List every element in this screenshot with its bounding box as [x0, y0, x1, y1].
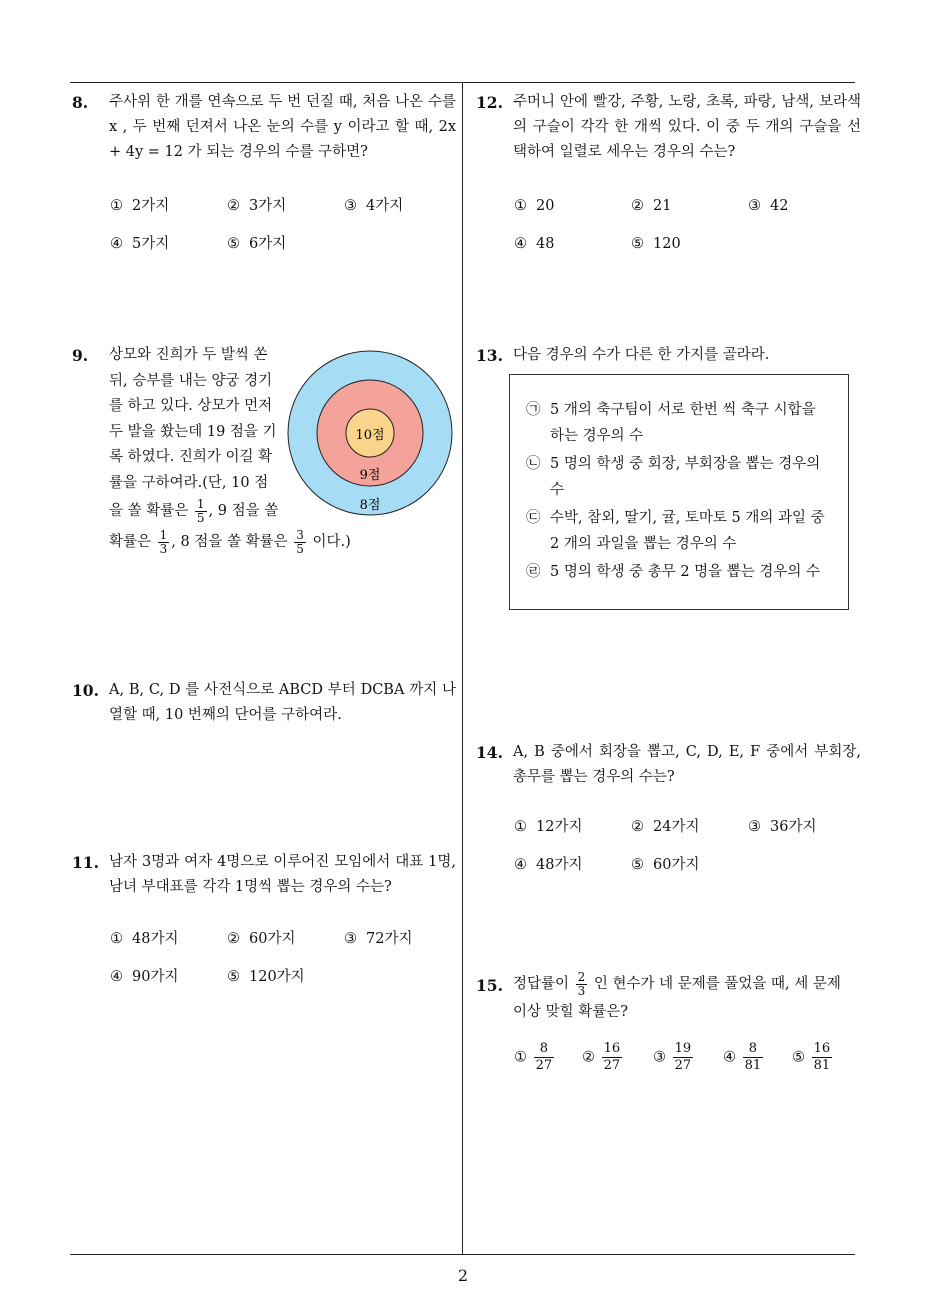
- box-option-1[interactable]: ㉠ 5 개의 축구팀이 서로 한번 씩 축구 시합을 하는 경우의 수: [526, 402, 816, 444]
- question-number: 14.: [476, 743, 503, 762]
- box-option-4[interactable]: ㉣ 5 명의 학생 중 총무 2 명을 뽑는 경우의 수: [526, 564, 821, 580]
- question-number: 13.: [476, 346, 503, 365]
- question-text: 남자 3명과 여자 4명으로 이루어진 모임에서 대표 1명, 남녀 부대표를 각각 1명씩 뽑는 경우의 수는?: [109, 854, 456, 895]
- archery-target: [286, 348, 454, 518]
- choice-2[interactable]: ② 60가지: [227, 931, 296, 947]
- page-number: 2: [457, 1266, 469, 1285]
- q9-last-line: 확률은 $\frac{1}{3}$ , 8 점을 쏠 확률은 $\frac{3}{5}$ 이다.): [109, 527, 351, 556]
- q9-line: 두 발을 쐈는데 19 점을 기: [109, 423, 277, 440]
- middle-ring-label: 9점: [359, 468, 381, 483]
- fraction: $\frac{19}{27}$: [674, 1041, 692, 1073]
- fraction: $\frac{1}{3}$: [159, 527, 168, 556]
- choice-3[interactable]: ③ 4가지: [344, 198, 404, 214]
- fraction: $\frac{16}{81}$: [813, 1041, 831, 1073]
- question-11: [72, 850, 456, 900]
- choice-2[interactable]: ② $\frac{16}{27}$: [582, 1041, 621, 1073]
- question-9: [72, 343, 302, 526]
- question-number: 9.: [72, 346, 89, 365]
- inner-ring-label: 10점: [355, 428, 385, 443]
- question-text: 주머니 안에 빨강, 주황, 노랑, 초록, 파랑, 남색, 보라색의 구슬이 각각 한 개씩 있다. 이 중 두 개의 구슬을 선택하여 일렬로 세우는 경우의 수는?: [513, 94, 861, 160]
- q15-line: 정답률이 $\frac{2}{3}$ 인 현수가 네 문제를 풀었을 때, 세 문제: [513, 969, 841, 998]
- choice-4[interactable]: ④ 90가지: [110, 969, 179, 985]
- choice-1[interactable]: ① $\frac{8}{27}$: [514, 1041, 553, 1073]
- box-option-3[interactable]: ㉢ 수박, 참외, 딸기, 귤, 토마토 5 개의 과일 중 2 개의 과일을 뽑는 경우의 수: [526, 510, 825, 552]
- question-number: 11.: [72, 853, 99, 872]
- bottom-rule: [70, 1254, 855, 1255]
- choice-3[interactable]: ③ $\frac{19}{27}$: [653, 1041, 692, 1073]
- choice-4[interactable]: ④ 5가지: [110, 236, 170, 252]
- question-text: 다음 경우의 수가 다른 한 가지를 골라라.: [513, 347, 770, 363]
- choice-2[interactable]: ② 24가지: [631, 819, 700, 835]
- q9-line: 을 쏠 확률은 $\frac{1}{5}$ , 9 점을 쏠: [109, 496, 279, 525]
- choice-5[interactable]: ⑤ 60가지: [631, 857, 700, 873]
- question-13: [476, 343, 861, 368]
- choice-5[interactable]: ⑤ $\frac{16}{81}$: [792, 1041, 831, 1073]
- choice-3[interactable]: ③ 36가지: [748, 819, 817, 835]
- choice-4[interactable]: ④ 48: [514, 236, 555, 252]
- fraction: $\frac{16}{27}$: [603, 1041, 621, 1073]
- choice-5[interactable]: ⑤ 120가지: [227, 969, 305, 985]
- choice-5[interactable]: ⑤ 6가지: [227, 236, 287, 252]
- column-divider: [462, 82, 463, 1254]
- choice-1[interactable]: ① 12가지: [514, 819, 583, 835]
- choice-1[interactable]: ① 2가지: [110, 198, 170, 214]
- choice-2[interactable]: ② 21: [631, 198, 672, 214]
- fraction: $\frac{3}{5}$: [296, 527, 304, 556]
- choice-1[interactable]: ① 20: [514, 198, 555, 214]
- choice-4[interactable]: ④ 48가지: [514, 857, 583, 873]
- outer-ring-label: 8점: [359, 498, 381, 513]
- question-14: [476, 740, 861, 790]
- question-text: A, B, C, D 를 사전식으로 ABCD 부터 DCBA 까지 나열할 때, 10 번째의 단어를 구하여라.: [109, 682, 456, 723]
- q13-options-box: [509, 374, 849, 610]
- fraction: $\frac{8}{27}$: [535, 1041, 553, 1073]
- q9-line: 상모와 진희가 두 발씩 쏜: [109, 347, 268, 363]
- q9-line: 뒤, 승부를 내는 양궁 경기: [109, 372, 273, 389]
- question-12: [476, 90, 861, 165]
- question-15: [476, 970, 861, 1026]
- fraction: $\frac{2}{3}$: [577, 969, 586, 998]
- choice-3[interactable]: ③ 42: [748, 198, 789, 214]
- q9-line: 를 하고 있다. 상모가 먼저: [109, 398, 273, 414]
- question-text: 주사위 한 개를 연속으로 두 번 던질 때, 처음 나온 수를 x , 두 번째 던져서 나온 눈의 수를 y 이라고 할 때, 2x + 4y = 12 가 되는 경우의 수를 구하면?: [109, 94, 456, 160]
- fraction: $\frac{1}{5}$: [196, 496, 205, 525]
- fraction: $\frac{8}{81}$: [744, 1041, 762, 1073]
- question-number: 15.: [476, 976, 503, 995]
- question-number: 8.: [72, 93, 89, 112]
- question-text: A, B 중에서 회장을 뽑고, C, D, E, F 중에서 부회장, 총무를 뽑는 경우의 수는?: [513, 744, 861, 785]
- choice-4[interactable]: ④ $\frac{8}{81}$: [723, 1041, 762, 1073]
- q15-line: 이상 맞힐 확률은?: [513, 1004, 629, 1020]
- choice-2[interactable]: ② 3가지: [227, 198, 287, 214]
- choice-3[interactable]: ③ 72가지: [344, 931, 413, 947]
- question-number: 10.: [72, 681, 99, 700]
- choice-1[interactable]: ① 48가지: [110, 931, 179, 947]
- q9-line: 록 하였다. 진희가 이길 확: [109, 449, 273, 465]
- question-10: [72, 678, 456, 728]
- q9-line: 률을 구하여라.(단, 10 점: [109, 474, 269, 491]
- question-8: [72, 90, 456, 165]
- box-option-2[interactable]: ㉡ 5 명의 학생 중 회장, 부회장을 뽑는 경우의 수: [526, 456, 821, 498]
- choice-5[interactable]: ⑤ 120: [631, 236, 681, 252]
- question-number: 12.: [476, 93, 503, 112]
